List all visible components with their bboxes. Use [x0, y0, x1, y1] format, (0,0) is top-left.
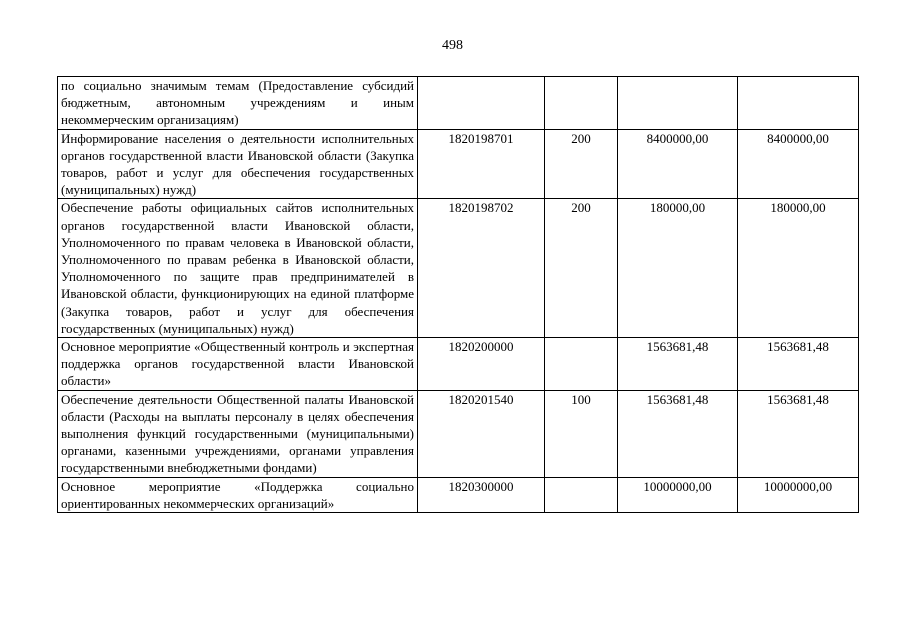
- page-number: 498: [442, 38, 463, 53]
- budget-table: [57, 76, 859, 513]
- expense-type-cell: [545, 477, 618, 512]
- row-name-cell: по социально значимым темам (Предоставление субсидий бюджетным, автономным учреждениям и иным некоммерческим организациям): [58, 77, 418, 130]
- row-name-cell: Информирование населения о деятельности исполнительных органов государственной власти Ивановской области (Закупка товаров, работ и услуг для обеспечения государственных (муниципальных) нужд): [58, 129, 418, 199]
- target-code-cell: 1820300000: [418, 477, 545, 512]
- expense-type-cell: 200: [545, 129, 618, 199]
- target-code-cell: 1820198702: [418, 199, 545, 338]
- amount-year2-cell: [738, 77, 859, 130]
- amount-year1-cell: 180000,00: [618, 199, 738, 338]
- table-row: [58, 477, 859, 512]
- amount-year1-cell: 8400000,00: [618, 129, 738, 199]
- row-name-cell: Обеспечение работы официальных сайтов исполнительных органов государственной власти Ивановской области, Уполномоченного по правам человека в Ивановской области, Уполномоченного по правам ребенка в Ивановской области, Уполномоченного по защите прав предпринимателей в Ивановской области, функционирующих на единой платформе (Закупка товаров, работ и услуг для обеспечения государственных (муниципальных) нужд): [58, 199, 418, 338]
- amount-year2-cell: 8400000,00: [738, 129, 859, 199]
- target-code-cell: [418, 77, 545, 130]
- expense-type-cell: 200: [545, 199, 618, 338]
- amount-year2-cell: 1563681,48: [738, 390, 859, 477]
- target-code-cell: 1820200000: [418, 338, 545, 391]
- amount-year1-cell: [618, 77, 738, 130]
- expense-type-cell: [545, 338, 618, 391]
- amount-year2-cell: 180000,00: [738, 199, 859, 338]
- expense-type-cell: [545, 77, 618, 130]
- amount-year2-cell: 10000000,00: [738, 477, 859, 512]
- amount-year1-cell: 10000000,00: [618, 477, 738, 512]
- row-name-cell: Основное мероприятие «Общественный контроль и экспертная поддержка органов государственной власти Ивановской области»: [58, 338, 418, 391]
- table-row: [58, 129, 859, 199]
- expense-type-cell: 100: [545, 390, 618, 477]
- table-row: [58, 390, 859, 477]
- amount-year1-cell: 1563681,48: [618, 338, 738, 391]
- amount-year1-cell: 1563681,48: [618, 390, 738, 477]
- row-name-cell: Обеспечение деятельности Общественной палаты Ивановской области (Расходы на выплаты персоналу в целях обеспечения выполнения функций государственными (муниципальными) органами, казенными учреждениями, органами управления государственными внебюджетными фондами): [58, 390, 418, 477]
- table-row: [58, 338, 859, 391]
- row-name-cell: Основное мероприятие «Поддержка социально ориентированных некоммерческих организаций»: [58, 477, 418, 512]
- table-row: [58, 77, 859, 130]
- table-row: [58, 199, 859, 338]
- amount-year2-cell: 1563681,48: [738, 338, 859, 391]
- target-code-cell: 1820198701: [418, 129, 545, 199]
- target-code-cell: 1820201540: [418, 390, 545, 477]
